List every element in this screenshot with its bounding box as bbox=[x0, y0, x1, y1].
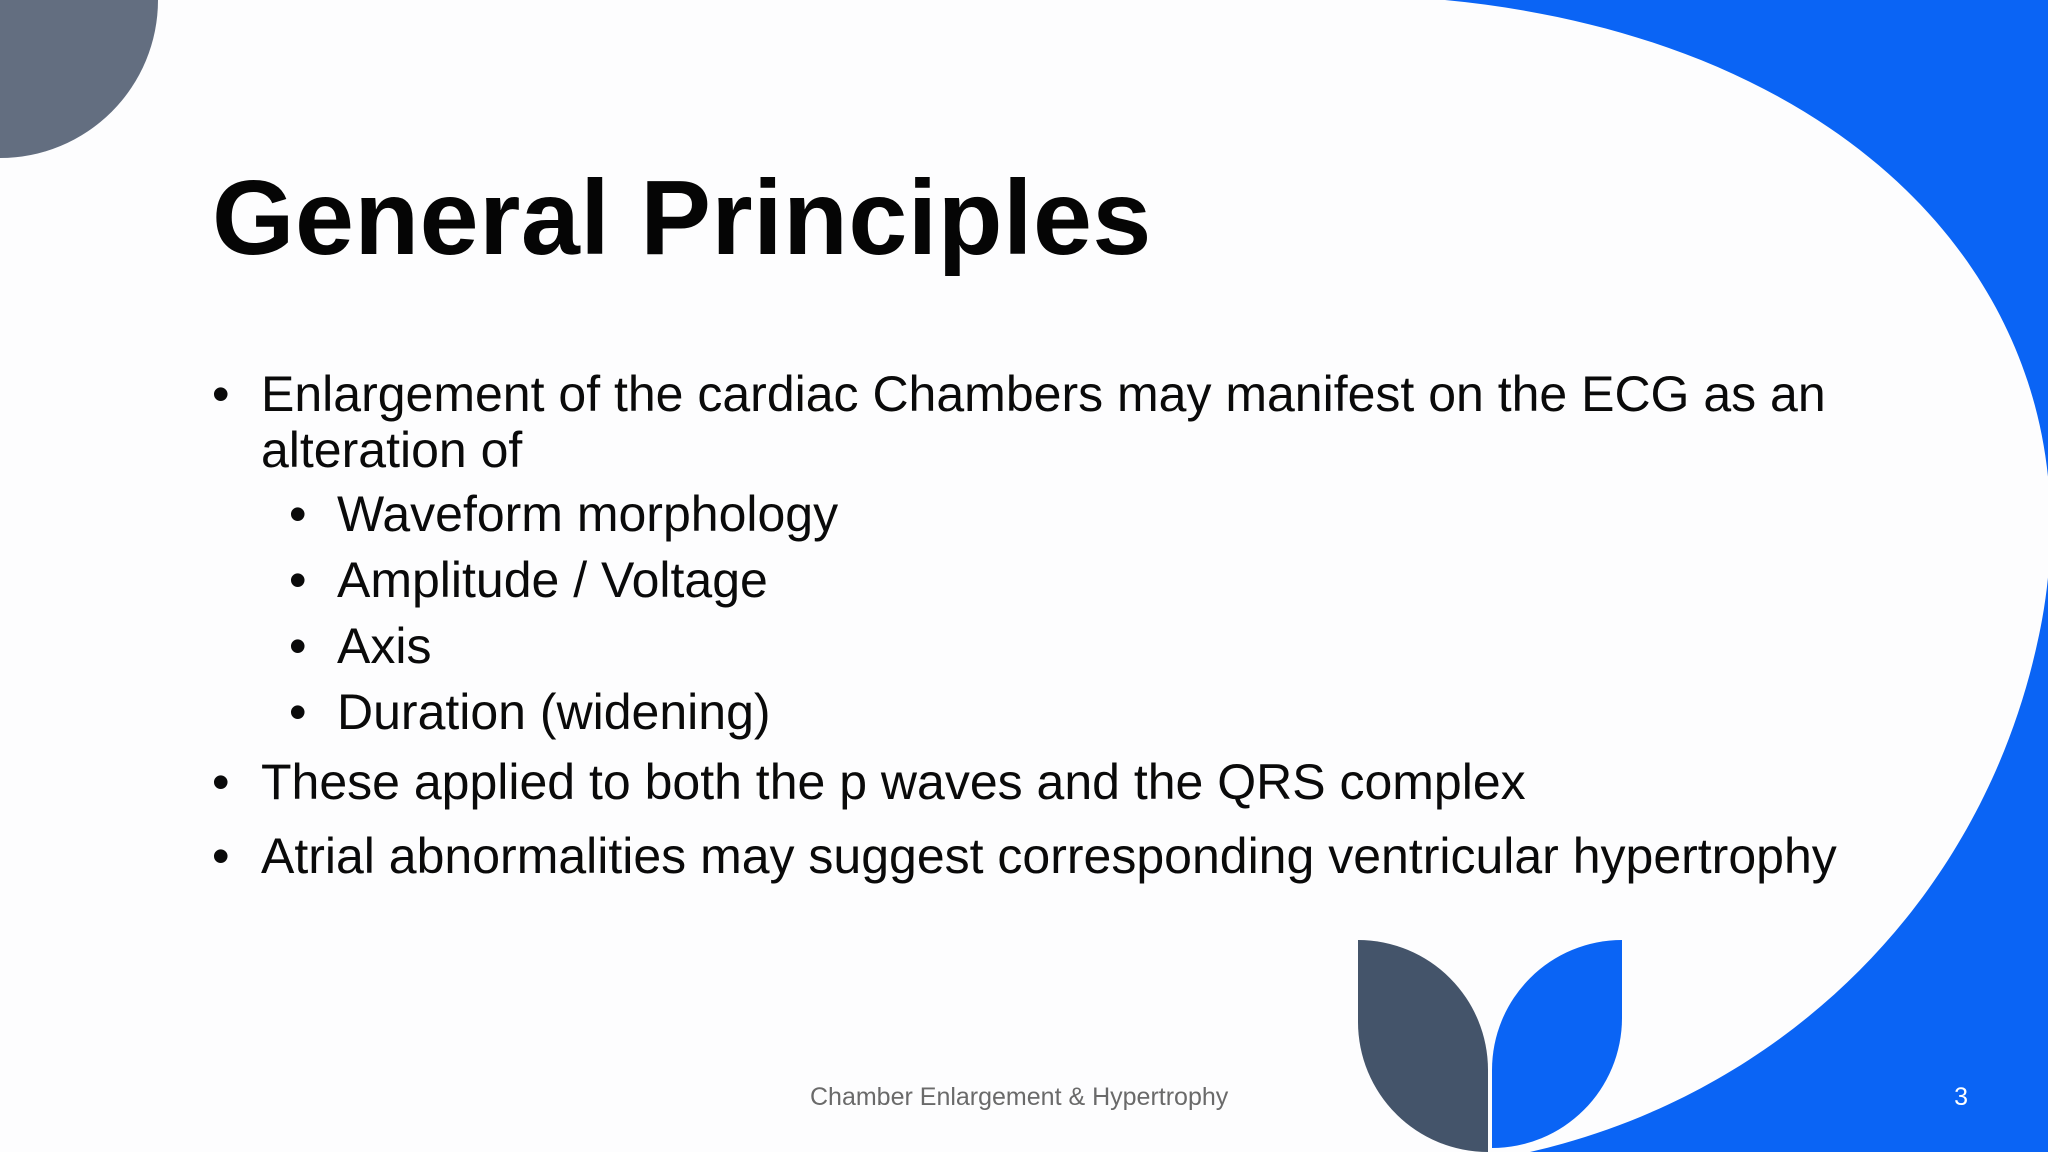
bullet-list bbox=[212, 366, 1852, 902]
sub-bullet-list bbox=[212, 486, 1852, 740]
leaf-left-shape bbox=[1358, 940, 1488, 1152]
bullet-text: Enlargement of the cardiac Chambers may manifest on the ECG as an alteration of bbox=[261, 366, 1826, 478]
sub-bullet-item: • Amplitude / Voltage bbox=[212, 552, 1852, 608]
page-number: 3 bbox=[1954, 1083, 1968, 1111]
leaf-right-shape bbox=[1492, 940, 1622, 1148]
bullet-item bbox=[212, 828, 1852, 884]
sub-bullet-item: • Waveform morphology bbox=[212, 486, 1852, 542]
slide-footer: Chamber Enlargement & Hypertrophy bbox=[810, 1083, 1229, 1111]
bullet-text: These applied to both the p waves and the QRS complex bbox=[261, 754, 1526, 810]
sub-bullet-item: • Duration (widening) bbox=[212, 684, 1852, 740]
sub-bullet-item: • Axis bbox=[212, 618, 1852, 674]
bullet-text: Atrial abnormalities may suggest corresponding ventricular hypertrophy bbox=[261, 828, 1837, 884]
slide-title: General Principles bbox=[212, 159, 1152, 277]
bullet-item bbox=[212, 366, 1852, 740]
bullet-item bbox=[212, 754, 1852, 810]
corner-circle-shape bbox=[0, 0, 158, 158]
